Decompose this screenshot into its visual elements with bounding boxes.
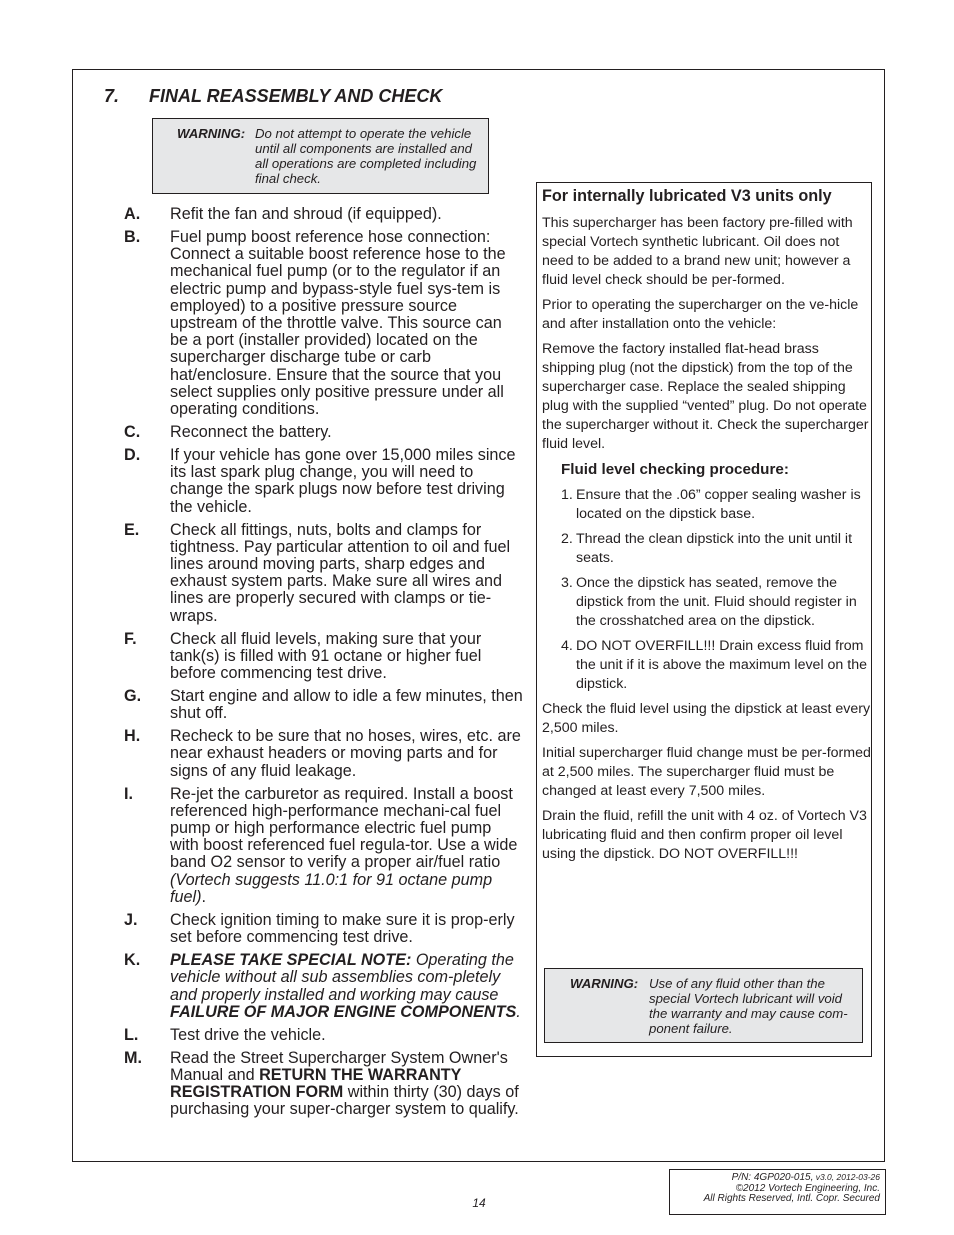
step-i (124, 786, 524, 906)
sidebar-paragraph: Drain the fluid, refill the unit with 4 oz. of Vortech V3 lubricating fluid and then confirm proper oil level using the dipstick. DO NOT OVERFILL!!! (542, 808, 867, 862)
section-title (104, 86, 442, 107)
step-letter: D. (124, 446, 141, 465)
step-letter: J. (124, 910, 138, 929)
step-d (124, 447, 524, 516)
step-letter: M. (124, 1048, 142, 1067)
procedure-step: 2. Thread the clean dipstick into the unit until it seats. (561, 531, 853, 566)
step-text: Recheck to be sure that no hoses, wires, etc. are near exhaust headers or moving parts and for signs of any fluid leakage. (170, 727, 521, 780)
warning-text: Use of any fluid other than the special Vortech lubricant will void the warranty and may cause com-ponent failure. (649, 976, 848, 1036)
step-j (124, 912, 524, 946)
section-title-text: FINAL REASSEMBLY AND CHECK (149, 86, 443, 106)
step-letter: L. (124, 1025, 139, 1044)
step-text: Read the Street Supercharger System Owner's Manual and RETURN THE WARRANTY REGISTRATION FORM within thirty (30) days of purchasing your super-charger system to qualify. (170, 1048, 519, 1119)
step-text: Check all fluid levels, making sure that your tank(s) is filled with 91 octane or higher fuel before commencing test drive. (170, 629, 482, 683)
step-text: Check ignition timing to make sure it is prop-erly set before commencing test drive. (170, 910, 515, 947)
step-e (124, 522, 524, 625)
step-text: Test drive the vehicle. (170, 1025, 326, 1044)
step-text: Refit the fan and shroud (if equipped). (170, 205, 442, 223)
sidebar-paragraph: Initial supercharger fluid change must be per-formed at 2,500 miles. The supercharger fluid must be changed at least every 7,500 miles. (542, 745, 871, 799)
lubrication-sidebar (542, 185, 871, 870)
step-letter: K. (124, 951, 141, 970)
sidebar-heading: For internally lubricated V3 units only (542, 187, 832, 205)
step-h (124, 728, 524, 780)
procedure-heading: Fluid level checking procedure: (561, 461, 789, 478)
step-text: Check all fittings, nuts, bolts and clamps for tightness. Pay particular attention to oil and fuel lines around moving parts, sharp edges and exhaust system parts. Make sure all wires and lines are properly secured with clamps or tie-wraps. (170, 520, 511, 625)
step-letter: G. (124, 687, 142, 706)
copyright: ©2012 Vortech Engineering, Inc. (735, 1182, 880, 1194)
step-letter: A. (124, 205, 141, 223)
step-f (124, 631, 524, 683)
sidebar-paragraph: Prior to operating the supercharger on the ve-hicle and after installation onto the vehicle: (542, 297, 859, 332)
section-number: 7. (104, 86, 120, 106)
step-letter: C. (124, 423, 141, 442)
warning-text: Do not attempt to operate the vehicle until all components are installed and all operations are completed including final check. (255, 126, 477, 186)
step-text: Reconnect the battery. (170, 423, 332, 442)
warning-box-top (152, 118, 489, 194)
document-info-box (669, 1169, 886, 1215)
step-l (124, 1027, 524, 1044)
step-text: Fuel pump boost reference hose connection: Connect a suitable boost reference hose to the mechanical fuel pump (or to the regulator if an electric pump and bypass-style fuel sys-tem is employed) to a positive pressure source upstream of the throttle valve. This source can be a port (installer provided) located on the supercharger discharge tube or carb hat/enclosure. Ensure that the source that you select supplies only positive pressure under all operating conditions. (170, 228, 506, 419)
step-letter: I. (124, 784, 133, 803)
procedure-step: 3. Once the dipstick has seated, remove the dipstick from the unit. Fluid should register in the crosshatched area on the dipstick. (561, 575, 857, 629)
sidebar-paragraph: Remove the factory installed flat-head brass shipping plug (not the dipstick) from the top of the supercharger case. Replace the sealed shipping plug with the supplied “vented” plug. Do not operate the supercharger without it. Check the supercharger fluid level. (542, 341, 869, 452)
procedure-step: 4. DO NOT OVERFILL!!! Drain excess fluid from the unit if it is above the maximum level on the dipstick. (561, 638, 867, 692)
step-k (124, 952, 524, 1021)
part-number-line (670, 1172, 880, 1184)
step-c (124, 424, 524, 441)
warning-box-sidebar (544, 968, 863, 1043)
part-number: P/N: 4GP020-015, (731, 1172, 814, 1183)
sidebar-paragraph: This supercharger has been factory pre-filled with special Vortech synthetic lubricant. Oil does not need to be added to a brand new unit; however a fluid level check should be per-formed. (542, 215, 853, 288)
warning-label: WARNING: (177, 126, 246, 141)
rights: All Rights Reserved, Intl. Copr. Secured (703, 1193, 880, 1204)
reassembly-steps (124, 206, 524, 1124)
procedure-step: 1. Ensure that the .06” copper sealing washer is located on the dipstick base. (561, 487, 861, 522)
version-date: v3.0, 2012-03-26 (813, 1172, 880, 1182)
step-letter: B. (124, 228, 141, 246)
step-text: If your vehicle has gone over 15,000 miles since its last spark plug change, you will need to change the spark plugs now before test driving the vehicle. (170, 446, 516, 516)
page-number: 14 (472, 1196, 486, 1210)
step-g (124, 688, 524, 722)
step-letter: E. (124, 520, 140, 539)
step-text: Re-jet the carburetor as required. Install a boost referenced high-performance mechani-cal fuel pump or high performance electric fuel pump with boost referenced fuel regula-tor. Use a wide band O2 sensor to verify a proper air/fuel ratio (Vortech suggests 11.0:1 for 91 octane pump fuel). (170, 784, 518, 906)
step-m (124, 1050, 524, 1119)
procedure-list (542, 486, 871, 694)
step-b (124, 229, 524, 418)
step-text: PLEASE TAKE SPECIAL NOTE: Operating the vehicle without all sub assemblies com-pletely and properly installed and working may cause FAILURE OF MAJOR ENGINE COMPONENTS. (170, 951, 521, 1021)
step-text: Start engine and allow to idle a few minutes, then shut off. (170, 687, 523, 723)
warning-label: WARNING: (570, 976, 639, 991)
step-a (124, 206, 524, 223)
step-letter: F. (124, 629, 137, 648)
sidebar-paragraph: Check the fluid level using the dipstick at least every 2,500 miles. (542, 701, 871, 736)
step-letter: H. (124, 727, 141, 746)
